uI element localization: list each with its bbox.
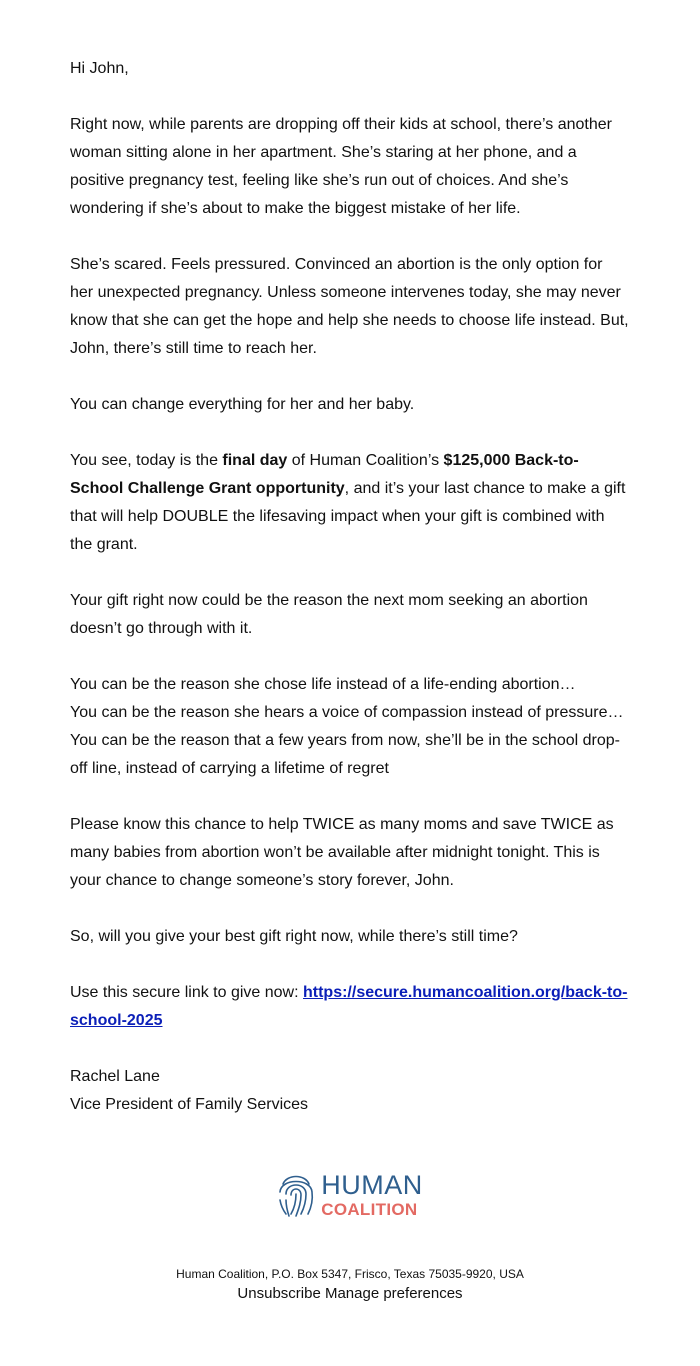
email-body	[70, 55, 630, 1147]
final-day-emphasis: final day	[222, 452, 288, 469]
signature-title: Vice President of Family Services	[70, 1096, 309, 1113]
give-link-lead: Use this secure link to give now:	[70, 984, 303, 1001]
paragraph-deadline: Please know this chance to help TWICE as many moms and save TWICE as many babies from abortion won’t be available after midnight tonight. This is your chance to change someone’s story forever, John.	[70, 816, 614, 889]
paragraph-grant	[70, 447, 630, 559]
footer	[0, 1170, 700, 1302]
paragraph-intro: Right now, while parents are dropping off their kids at school, there’s another woman sitting alone in her apartment. She’s staring at her phone, and a positive pregnancy test, feeling like she’s run out of choices. And she’s wondering if she’s about to make the biggest mistake of her life.	[70, 116, 612, 217]
grant-name-emphasis: $125,000 Back-to-School Challenge Grant opportunity	[70, 452, 579, 497]
paragraph-ask: So, will you give your best gift right now, while there’s still time?	[70, 928, 518, 945]
donate-link[interactable]: https://secure.humancoalition.org/back-to-school-2025	[70, 984, 628, 1029]
footer-links	[0, 1285, 700, 1302]
signature-name: Rachel Lane	[70, 1068, 160, 1085]
paragraph-give-link	[70, 979, 630, 1035]
manage-preferences-link[interactable]: Manage preferences	[324, 1285, 463, 1302]
human-coalition-logo[interactable]	[277, 1170, 423, 1220]
reason-line: You can be the reason she hears a voice of compassion instead of pressure…	[70, 704, 624, 721]
paragraph-scared: She’s scared. Feels pressured. Convinced an abortion is the only option for her unexpected pregnancy. Unless someone intervenes today, she may never know that she can get the hope and help she needs to choose life instead. But, John, there’s still time to reach her.	[70, 256, 629, 357]
paragraph-change: You can change everything for her and her baby.	[70, 396, 415, 413]
footer-address: Human Coalition, P.O. Box 5347, Frisco, Texas 75035-9920, USA	[176, 1267, 524, 1281]
paragraph-reasons-list	[70, 671, 630, 783]
grant-text-2: of Human Coalition’s	[287, 452, 444, 469]
signature	[70, 1063, 630, 1119]
reason-line: You can be the reason she chose life instead of a life-ending abortion…	[70, 676, 576, 693]
reason-line: You can be the reason that a few years from now, she’ll be in the school drop-off line, instead of carrying a lifetime of regret	[70, 732, 620, 777]
paragraph-reason: Your gift right now could be the reason the next mom seeking an abortion doesn’t go through with it.	[70, 592, 588, 637]
grant-text-1: You see, today is the	[70, 452, 223, 469]
fingerprint-icon	[277, 1170, 315, 1220]
logo-line-human: HUMAN	[321, 1170, 423, 1200]
greeting: Hi John,	[70, 60, 129, 77]
unsubscribe-link[interactable]: Unsubscribe	[237, 1285, 321, 1302]
logo-wordmark	[321, 1172, 423, 1218]
grant-text-3: , and it’s your last chance to make a gift that will help DOUBLE the lifesaving impact when your gift is combined with the grant.	[70, 480, 626, 553]
logo-line-coalition: COALITION	[321, 1200, 418, 1219]
